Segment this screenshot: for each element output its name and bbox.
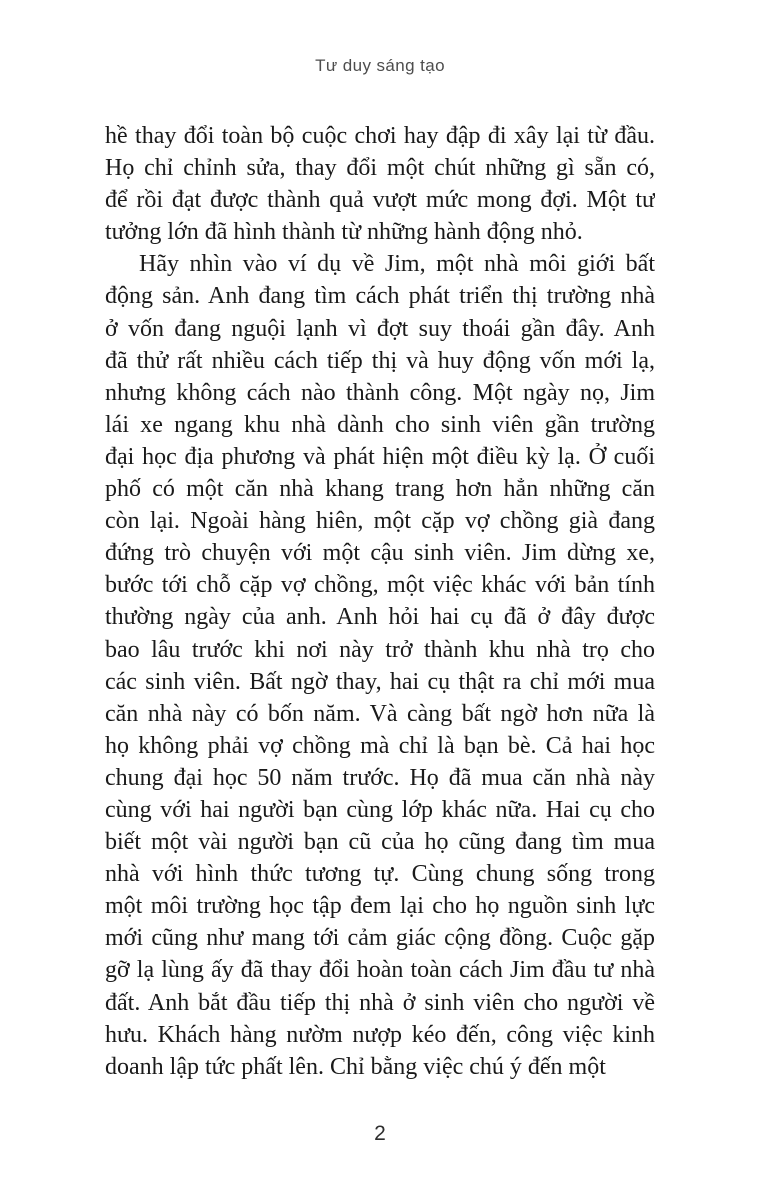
text-line: Họ chỉ chỉnh sửa, thay đổi một chút những gì sẵn có, xyxy=(105,155,655,182)
text-line: đứng trò chuyện với một cậu sinh viên. Jim dừng xe, xyxy=(105,540,655,567)
page-number: 2 xyxy=(374,1122,386,1145)
text-line: chung đại học 50 năm trước. Họ đã mua căn nhà này xyxy=(105,764,655,791)
text-line: Hãy nhìn vào ví dụ về Jim, một nhà môi giới bất xyxy=(139,251,655,278)
text-line: nhà với hình thức tương tự. Cùng chung sống trong xyxy=(105,861,655,888)
text-line: bước tới chỗ cặp vợ chồng, một việc khác với bản tính xyxy=(105,572,655,599)
text-line: căn nhà này có bốn năm. Và càng bất ngờ hơn nữa là xyxy=(105,700,655,727)
text-line: lái xe ngang khu nhà dành cho sinh viên gần trường xyxy=(105,411,655,438)
text-line: còn lại. Ngoài hàng hiên, một cặp vợ chồng già đang xyxy=(105,508,655,535)
text-line: nhưng không cách nào thành công. Một ngày nọ, Jim xyxy=(105,379,655,406)
text-line: động sản. Anh đang tìm cách phát triển thị trường nhà xyxy=(105,283,655,310)
text-line: hề thay đổi toàn bộ cuộc chơi hay đập đi xây lại từ đầu. xyxy=(105,123,655,149)
text-line: để rồi đạt được thành quả vượt mức mong đợi. Một tư xyxy=(105,187,655,214)
text-line: hưu. Khách hàng nườm nượp kéo đến, công việc kinh xyxy=(105,1021,655,1048)
running-header: Tư duy sáng tạo xyxy=(315,56,445,75)
text-line: thường ngày của anh. Anh hỏi hai cụ đã ở đây được xyxy=(105,604,655,631)
text-line: các sinh viên. Bất ngờ thay, hai cụ thật ra chỉ mới mua xyxy=(105,668,655,695)
text-line: bao lâu trước khi nơi này trở thành khu nhà trọ cho xyxy=(105,636,655,663)
text-line: đại học địa phương và phát hiện một điều kỳ lạ. Ở cuối xyxy=(105,443,655,470)
text-line: biết một vài người bạn cũ của họ cũng đang tìm mua xyxy=(105,829,655,856)
page-body xyxy=(105,120,655,1083)
text-line: một môi trường học tập đem lại cho họ nguồn sinh lực xyxy=(105,893,655,920)
text-line: đất. Anh bắt đầu tiếp thị nhà ở sinh viên cho người về xyxy=(105,989,655,1016)
text-line: doanh lập tức phất lên. Chỉ bằng việc chú ý đến một xyxy=(105,1053,606,1080)
text-line: ở vốn đang nguội lạnh vì đợt suy thoái gần đây. Anh xyxy=(105,315,655,342)
text-line: họ không phải vợ chồng mà chỉ là bạn bè. Cả hai học xyxy=(105,732,655,759)
text-line: mới cũng như mang tới cảm giác cộng đồng. Cuộc gặp xyxy=(105,925,655,952)
text-line: gỡ lạ lùng ấy đã thay đổi hoàn toàn cách Jim đầu tư nhà xyxy=(105,957,655,984)
text-line: cùng với hai người bạn cùng lớp khác nữa. Hai cụ cho xyxy=(105,796,655,823)
text-line: đã thử rất nhiều cách tiếp thị và huy động vốn mới lạ, xyxy=(105,347,655,374)
text-line: phố có một căn nhà khang trang hơn hẳn những căn xyxy=(105,476,655,503)
text-line: tưởng lớn đã hình thành từ những hành động nhỏ. xyxy=(105,219,583,246)
